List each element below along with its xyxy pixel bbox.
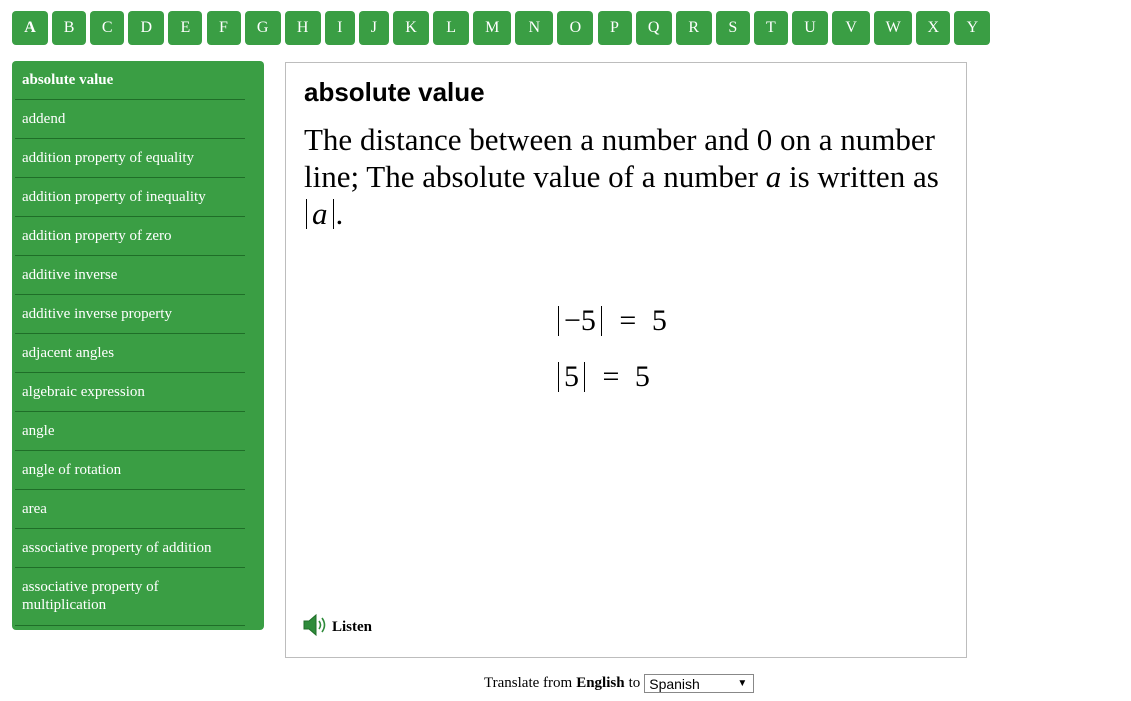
letter-button-j[interactable]: J	[359, 11, 389, 45]
letter-button-k[interactable]: K	[393, 11, 429, 45]
letter-button-u[interactable]: U	[792, 11, 828, 45]
example-2-abs: 5	[558, 362, 585, 392]
definition-panel	[285, 62, 967, 658]
definition-mid: is written as	[788, 159, 939, 194]
sidebar-term[interactable]: addition property of equality	[15, 139, 245, 178]
chevron-down-icon[interactable]: ▼	[737, 678, 748, 689]
definition-body: The distance between a number and 0 on a number line; The absolute value of a number	[304, 122, 935, 194]
letter-button-l[interactable]: L	[433, 11, 469, 45]
listen-label[interactable]: Listen	[332, 619, 373, 635]
letter-button-r[interactable]: R	[676, 11, 712, 45]
translate-bar	[484, 674, 754, 693]
language-select-value: Spanish	[649, 675, 700, 692]
definition-variable: a	[765, 159, 782, 194]
example-1	[556, 303, 667, 339]
sidebar-term[interactable]: absolute value	[15, 61, 245, 100]
sidebar-term[interactable]: additive inverse property	[15, 295, 245, 334]
letter-button-t[interactable]: T	[754, 11, 788, 45]
letter-button-w[interactable]: W	[874, 11, 912, 45]
letter-button-o[interactable]: O	[557, 11, 593, 45]
example-1-equals: =	[619, 304, 637, 337]
example-1-abs: −5	[558, 306, 602, 336]
letter-button-c[interactable]: C	[90, 11, 124, 45]
letter-button-f[interactable]: F	[207, 11, 241, 45]
sidebar-term[interactable]: associative property of multiplication	[15, 568, 245, 626]
abs-notation	[306, 196, 334, 231]
letter-button-y[interactable]: Y	[954, 11, 990, 45]
letter-button-p[interactable]: P	[598, 11, 632, 45]
letter-button-d[interactable]: D	[128, 11, 164, 45]
translate-source: English	[576, 675, 625, 691]
sidebar-term[interactable]: algebraic expression	[15, 373, 245, 412]
sidebar-term[interactable]: adjacent angles	[15, 334, 245, 373]
definition-text	[304, 121, 954, 232]
listen-button[interactable]	[302, 613, 372, 642]
letter-button-s[interactable]: S	[716, 11, 750, 45]
sidebar-term[interactable]: addend	[15, 100, 245, 139]
letter-button-h[interactable]: H	[285, 11, 321, 45]
letter-button-q[interactable]: Q	[636, 11, 672, 45]
letter-button-i[interactable]: I	[325, 11, 355, 45]
translate-prefix: Translate from	[484, 675, 573, 691]
speaker-icon[interactable]	[302, 613, 328, 642]
letter-button-m[interactable]: M	[473, 11, 511, 45]
letter-button-e[interactable]: E	[168, 11, 202, 45]
letter-button-x[interactable]: X	[916, 11, 950, 45]
letter-button-b[interactable]: B	[52, 11, 86, 45]
translate-to: to	[628, 675, 641, 691]
sidebar-term[interactable]: addition property of zero	[15, 217, 245, 256]
sidebar-term[interactable]: associative property of addition	[15, 529, 245, 568]
example-2-result: 5	[634, 360, 650, 393]
example-1-result: 5	[651, 304, 667, 337]
letter-button-v[interactable]: V	[832, 11, 870, 45]
language-select[interactable]	[644, 674, 754, 693]
definition-end: .	[335, 196, 344, 231]
letter-button-a[interactable]: A	[12, 11, 48, 45]
term-title: absolute value	[304, 77, 485, 107]
sidebar-term[interactable]: addition property of inequality	[15, 178, 245, 217]
sidebar-term[interactable]: angle of rotation	[15, 451, 245, 490]
sidebar-term[interactable]: angle	[15, 412, 245, 451]
letter-button-n[interactable]: N	[515, 11, 553, 45]
letter-button-g[interactable]: G	[245, 11, 281, 45]
abs-notation-var: a	[312, 196, 328, 231]
example-2-equals: =	[602, 360, 620, 393]
example-2	[556, 359, 650, 395]
sidebar-term[interactable]: additive inverse	[15, 256, 245, 295]
term-sidebar	[12, 61, 264, 630]
sidebar-term[interactable]: area	[15, 490, 245, 529]
